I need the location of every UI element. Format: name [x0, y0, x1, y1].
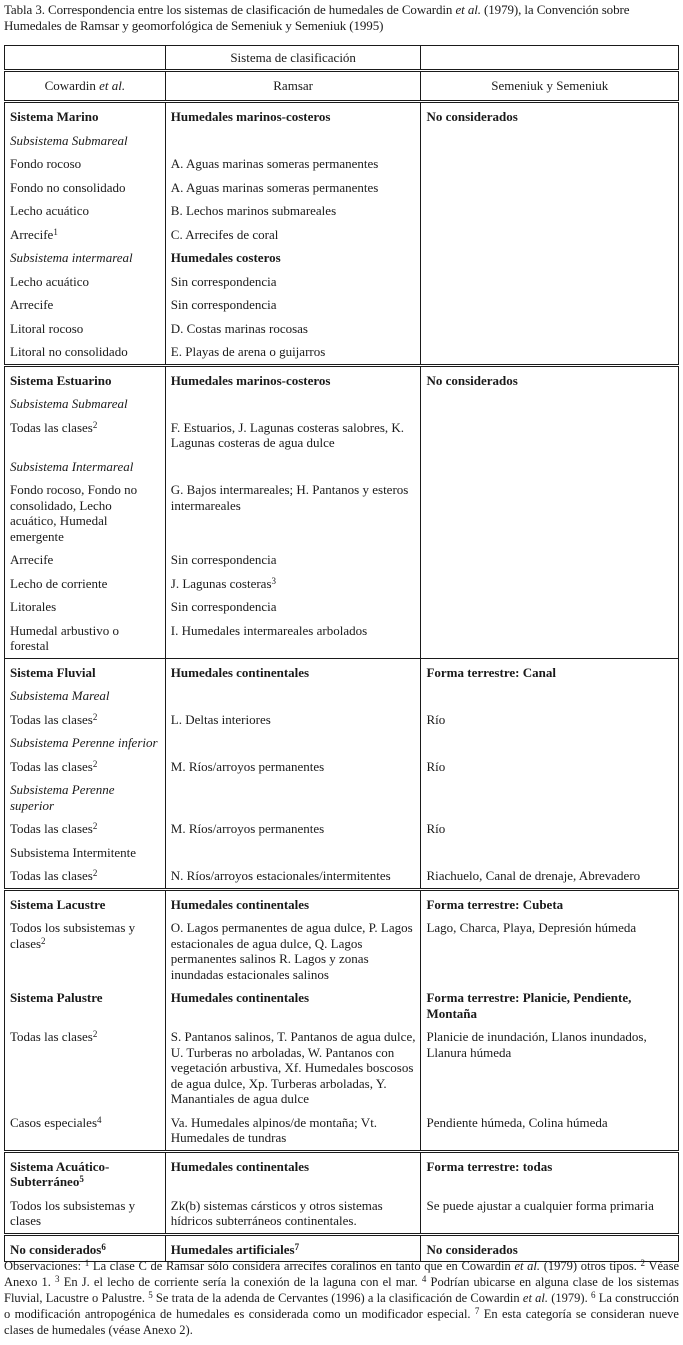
cowardin-cell: Litoral rocoso — [5, 317, 166, 341]
table-row — [5, 986, 679, 1025]
table-row — [5, 658, 679, 684]
semeniuk-cell — [421, 392, 679, 416]
ramsar-cell: L. Deltas interiores — [165, 708, 421, 732]
footnote-marker: 7 — [294, 1241, 300, 1252]
ramsar-cell — [165, 392, 421, 416]
ramsar-cell: Sin correspondencia — [165, 270, 421, 294]
ramsar-cell: G. Bajos intermareales; H. Pantanos y esteros intermareales — [165, 478, 421, 548]
cowardin-cell: Arrecife$^1$ — [5, 223, 166, 247]
table-row — [5, 1194, 679, 1235]
ramsar-cell: Humedales marinos-costeros — [165, 365, 421, 392]
semeniuk-cell — [421, 176, 679, 200]
table-row — [5, 270, 679, 294]
table-caption — [4, 2, 680, 34]
header-group-row — [5, 46, 679, 71]
table-row — [5, 365, 679, 392]
caption-text: Tabla 3. Correspondencia entre los sistemas de clasificación de humedales de Cowardin — [4, 2, 456, 17]
semeniuk-cell: Riachuelo, Canal de drenaje, Abrevadero — [421, 864, 679, 889]
table-row — [5, 548, 679, 572]
ramsar-cell: Humedales continentales — [165, 658, 421, 684]
semeniuk-cell: Forma terrestre: todas — [421, 1151, 679, 1194]
table-row — [5, 317, 679, 341]
cowardin-cell: Lecho acuático — [5, 270, 166, 294]
cowardin-cell: Subsistema intermareal — [5, 246, 166, 270]
table-row — [5, 246, 679, 270]
ramsar-cell — [165, 455, 421, 479]
ramsar-cell: J. Lagunas costeras$^3$ — [165, 572, 421, 596]
cowardin-cell: Casos especiales$^4$ — [5, 1111, 166, 1152]
ramsar-cell: Zk(b) sistemas cársticos y otros sistemas hídricos subterráneos continentales. — [165, 1194, 421, 1235]
table-row — [5, 478, 679, 548]
table-row — [5, 916, 679, 986]
ramsar-cell — [165, 841, 421, 865]
cowardin-cell: Todas las clases$^2$ — [5, 817, 166, 841]
semeniuk-cell — [421, 270, 679, 294]
cowardin-cell: Lecho de corriente — [5, 572, 166, 596]
cowardin-cell: Subsistema Perenne inferior — [5, 731, 166, 755]
table-row — [5, 817, 679, 841]
ramsar-cell: C. Arrecifes de coral — [165, 223, 421, 247]
semeniuk-cell — [421, 778, 679, 817]
table-row — [5, 708, 679, 732]
cowardin-cell: Sistema Palustre — [5, 986, 166, 1025]
header-cowardin: Cowardin et al. — [5, 71, 166, 102]
ramsar-cell: S. Pantanos salinos, T. Pantanos de agua dulce, U. Turberas no arboladas, W. Pantanos con vegetación arbustiva, Xf. Humedales boscosos de agua dulce, Xp. Turberas arboladas, Y. Manantiales de agua dulce — [165, 1025, 421, 1111]
footnote-marker: 2 — [41, 935, 46, 946]
table-row — [5, 1111, 679, 1152]
footnote-marker: 2 — [92, 711, 98, 722]
footnote-marker: 6 — [101, 1241, 106, 1252]
semeniuk-cell — [421, 293, 679, 317]
cowardin-cell: Litoral no consolidado — [5, 340, 166, 365]
cowardin-cell: Todas las clases$^2$ — [5, 864, 166, 889]
semeniuk-cell — [421, 619, 679, 659]
header-row — [5, 71, 679, 102]
semeniuk-cell: Forma terrestre: Cubeta — [421, 889, 679, 916]
semeniuk-cell: No considerados — [421, 1234, 679, 1262]
header-group-label: Sistema de clasificación — [165, 46, 421, 71]
cowardin-cell: Fondo rocoso — [5, 152, 166, 176]
cowardin-cell: Sistema Acuático-Subterráneo$^5$ — [5, 1151, 166, 1194]
cowardin-cell: Todos los subsistemas y clases$^2$ — [5, 916, 166, 986]
table-row — [5, 595, 679, 619]
cowardin-cell: Lecho acuático — [5, 199, 166, 223]
ramsar-cell: Humedales continentales — [165, 1151, 421, 1194]
semeniuk-cell — [421, 731, 679, 755]
semeniuk-cell: Planicie de inundación, Llanos inundados, Llanura húmeda — [421, 1025, 679, 1111]
ramsar-cell: M. Ríos/arroyos permanentes — [165, 817, 421, 841]
footnote-marker: 5 — [79, 1174, 84, 1184]
ramsar-cell: I. Humedales intermareales arbolados — [165, 619, 421, 659]
ramsar-cell: O. Lagos permanentes de agua dulce, P. Lagos estacionales de agua dulce, Q. Lagos permanentes salinos R. Lagos y zonas inundadas estacionales salinos — [165, 916, 421, 986]
table-row — [5, 572, 679, 596]
semeniuk-cell: Río — [421, 708, 679, 732]
cowardin-cell: Sistema Fluvial — [5, 658, 166, 684]
semeniuk-cell — [421, 129, 679, 153]
ramsar-cell: E. Playas de arena o guijarros — [165, 340, 421, 365]
semeniuk-cell: Lago, Charca, Playa, Depresión húmeda — [421, 916, 679, 986]
table-row — [5, 864, 679, 889]
semeniuk-cell — [421, 416, 679, 455]
ramsar-cell: B. Lechos marinos submareales — [165, 199, 421, 223]
semeniuk-cell — [421, 478, 679, 548]
ramsar-cell: Sin correspondencia — [165, 293, 421, 317]
footnote-marker: 2 — [92, 1029, 98, 1039]
cowardin-cell: Todas las clases$^2$ — [5, 416, 166, 455]
semeniuk-cell — [421, 548, 679, 572]
caption-etal: et al. — [455, 2, 481, 17]
cowardin-cell: Subsistema Submareal — [5, 129, 166, 153]
cowardin-cell: Todos los subsistemas y clases — [5, 1194, 166, 1235]
table-row — [5, 223, 679, 247]
semeniuk-cell: Se puede ajustar a cualquier forma primaria — [421, 1194, 679, 1235]
semeniuk-cell: Forma terrestre: Planicie, Pendiente, Montaña — [421, 986, 679, 1025]
semeniuk-cell: Forma terrestre: Canal — [421, 658, 679, 684]
cowardin-cell: Humedal arbustivo o forestal — [5, 619, 166, 659]
header-empty-cell — [421, 46, 679, 71]
cowardin-cell: Todas las clases$^2$ — [5, 708, 166, 732]
table-row — [5, 684, 679, 708]
ramsar-cell — [165, 731, 421, 755]
ramsar-cell: Va. Humedales alpinos/de montaña; Vt. Humedales de tundras — [165, 1111, 421, 1152]
ramsar-cell: Humedales costeros — [165, 246, 421, 270]
table-row — [5, 293, 679, 317]
cowardin-cell: Sistema Estuarino — [5, 365, 166, 392]
table-row — [5, 152, 679, 176]
semeniuk-cell — [421, 684, 679, 708]
ramsar-cell — [165, 129, 421, 153]
table-row — [5, 416, 679, 455]
table-row — [5, 455, 679, 479]
ramsar-cell — [165, 684, 421, 708]
table-row — [5, 841, 679, 865]
ramsar-cell: F. Estuarios, J. Lagunas costeras salobres, K. Lagunas costeras de agua dulce — [165, 416, 421, 455]
table-row — [5, 176, 679, 200]
ramsar-cell: Humedales continentales — [165, 889, 421, 916]
table-row — [5, 619, 679, 659]
semeniuk-cell — [421, 572, 679, 596]
cowardin-cell: Fondo no consolidado — [5, 176, 166, 200]
ramsar-cell: Sin correspondencia — [165, 595, 421, 619]
footnote-marker: 2 — [92, 419, 98, 430]
semeniuk-cell — [421, 455, 679, 479]
table-row — [5, 731, 679, 755]
semeniuk-cell: No considerados — [421, 102, 679, 129]
cowardin-cell: Subsistema Submareal — [5, 392, 166, 416]
table-row — [5, 392, 679, 416]
cowardin-cell: Subsistema Perenne superior — [5, 778, 166, 817]
ramsar-cell: D. Costas marinas rocosas — [165, 317, 421, 341]
ramsar-cell: A. Aguas marinas someras permanentes — [165, 176, 421, 200]
cowardin-cell: Todas las clases$^2$ — [5, 755, 166, 779]
cowardin-cell: Sistema Marino — [5, 102, 166, 129]
ramsar-cell: Humedales continentales — [165, 986, 421, 1025]
table-row — [5, 1151, 679, 1194]
table-row — [5, 102, 679, 129]
semeniuk-cell — [421, 595, 679, 619]
cowardin-cell: No considerados$^6$ — [5, 1234, 166, 1262]
table-row — [5, 1025, 679, 1111]
cowardin-cell: Todas las clases$^2$ — [5, 1025, 166, 1111]
ramsar-cell — [165, 778, 421, 817]
table-row — [5, 755, 679, 779]
semeniuk-cell: Río — [421, 817, 679, 841]
table-notes: Observaciones: $^1$ La clase C de Ramsar sólo considera arrecifes coralinos en tanto que en Cowardin et al. (1979) otros tipos. $^2$ Véase Anexo 1. $^3$ En J. el lecho de corriente sería la conexión de la laguna con el mar. $^4$ Podrían ubicarse en alguna clase de los sistemas Fluvial, Lacustre o Palustre. $^5$ Se trata de la adenda de Cervantes (1996) a la clasificación de Cowardin et al. (1979). $^6$ La construcción o modificación antropogénica de humedales es considerada como un modificador especial. $^7$ En esta categoría se consideran nueve clases de humedales (véase Anexo 2). — [4, 1258, 680, 1337]
ramsar-cell: Humedales artificiales$^7$ — [165, 1234, 421, 1262]
semeniuk-cell — [421, 199, 679, 223]
cowardin-cell: Subsistema Intermareal — [5, 455, 166, 479]
semeniuk-cell — [421, 841, 679, 865]
caption-text-end: (1979), la Convención sobre Humedales de Ramsar y geomorfológica de Semeniuk y Semeniuk (1995) — [4, 2, 630, 33]
table-row — [5, 778, 679, 817]
footnote-marker: 2 — [92, 821, 98, 831]
cowardin-cell: Arrecife — [5, 293, 166, 317]
table-row — [5, 340, 679, 365]
cowardin-cell: Arrecife — [5, 548, 166, 572]
header-empty-cell — [5, 46, 166, 71]
ramsar-cell: Humedales marinos-costeros — [165, 102, 421, 129]
ramsar-cell: A. Aguas marinas someras permanentes — [165, 152, 421, 176]
semeniuk-cell — [421, 246, 679, 270]
footnote-marker: 2 — [92, 758, 98, 769]
correspondence-table — [4, 45, 679, 1262]
footnote-marker: 4 — [97, 1114, 102, 1125]
table-row — [5, 199, 679, 223]
header-semeniuk: Semeniuk y Semeniuk — [421, 71, 679, 102]
semeniuk-cell — [421, 152, 679, 176]
footnote-marker: 3 — [271, 575, 276, 586]
semeniuk-cell: Pendiente húmeda, Colina húmeda — [421, 1111, 679, 1152]
header-ramsar: Ramsar — [165, 71, 421, 102]
cowardin-cell: Subsistema Intermitente — [5, 841, 166, 865]
cowardin-cell: Fondo rocoso, Fondo no consolidado, Lecho acuático, Humedal emergente — [5, 478, 166, 548]
table-row — [5, 889, 679, 916]
ramsar-cell: M. Ríos/arroyos permanentes — [165, 755, 421, 779]
table-row — [5, 129, 679, 153]
cowardin-cell: Subsistema Mareal — [5, 684, 166, 708]
semeniuk-cell — [421, 223, 679, 247]
footnote-marker: 1 — [53, 226, 58, 237]
semeniuk-cell — [421, 340, 679, 365]
footnote-marker: 2 — [92, 868, 98, 878]
semeniuk-cell: Río — [421, 755, 679, 779]
cowardin-cell: Litorales — [5, 595, 166, 619]
semeniuk-cell: No considerados — [421, 365, 679, 392]
ramsar-cell: Sin correspondencia — [165, 548, 421, 572]
ramsar-cell: N. Ríos/arroyos estacionales/intermitentes — [165, 864, 421, 889]
cowardin-cell: Sistema Lacustre — [5, 889, 166, 916]
semeniuk-cell — [421, 317, 679, 341]
